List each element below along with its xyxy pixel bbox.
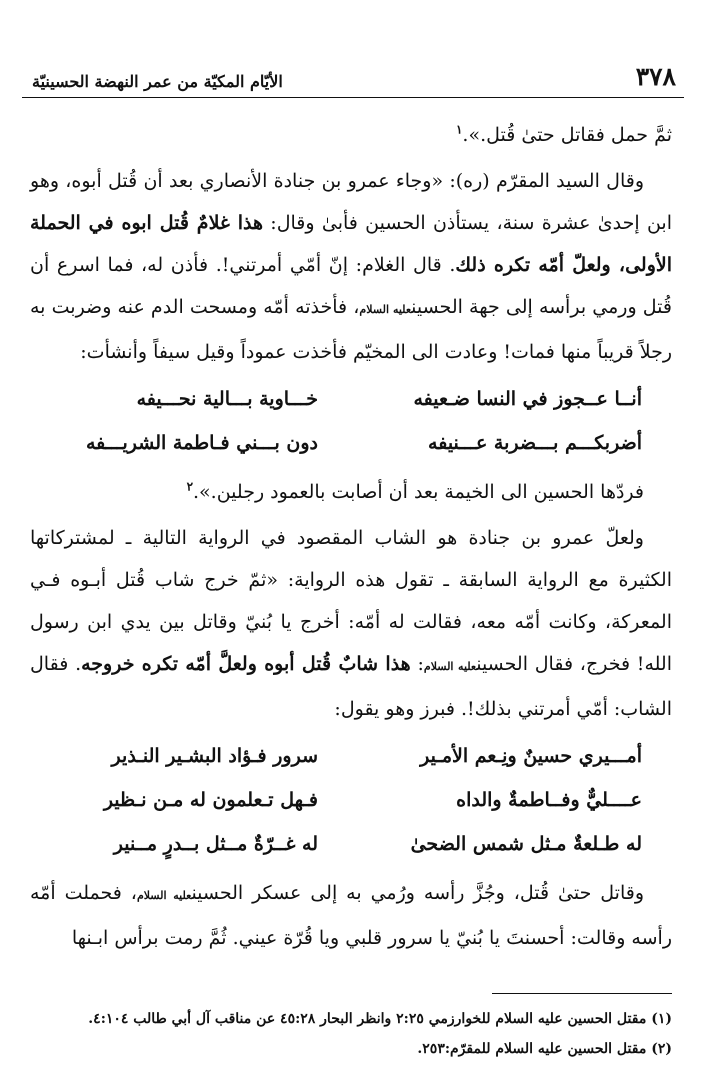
verse-line <box>30 778 672 822</box>
text-run: ثمَّ حمل فقاتل حتىٰ قُتل.». <box>462 124 672 146</box>
verse-hemistich: عــــليٌّ وفــاطمةٌ والداه <box>456 789 642 811</box>
page-header <box>22 52 684 98</box>
paragraph <box>30 872 672 959</box>
paragraph-group-1 <box>30 114 672 373</box>
footnote-divider <box>492 993 672 994</box>
paragraph <box>30 160 672 373</box>
text-run: . فقال الشاب: أمّي أمرتني بذلك!. فبرز وهو يقول: <box>30 653 672 720</box>
text-run: فردّها الحسين الى الخيمة بعد أن أصابت بالعمود رجلين.». <box>193 481 644 503</box>
footnote-marker: ٢ <box>186 479 194 494</box>
verse-hemistich: خـــاوية بـــالية نحـــيفه <box>136 388 318 410</box>
footnote-marker: ١ <box>455 122 463 137</box>
verse-hemistich: أمـــيري حسينٌ ونِـعم الأمـير <box>420 745 642 767</box>
verse-line <box>30 822 672 866</box>
honorific-glyph: عليه السلام <box>136 889 192 902</box>
verse-block-1 <box>30 377 672 465</box>
verse-hemistich: أضربكـــم بـــضربة عـــنيفه <box>428 432 642 454</box>
verse-hemistich: له غــرّةٌ مــثل بــدرٍ مــنير <box>113 833 318 855</box>
body-text <box>22 114 684 959</box>
footnote-2: (٢) مقتل الحسين عليه السلام للمقرّم:٢٥٣. <box>417 1041 672 1057</box>
page-number: ٣٧٨ <box>635 62 676 91</box>
text-run: وقاتل حتىٰ قُتل، وجُزَّ رأسه ورُمي به إلى عسكر الحسين <box>191 882 644 904</box>
honorific-glyph: عليه السلام <box>359 303 412 316</box>
verse-line <box>30 734 672 778</box>
paragraph <box>30 471 672 513</box>
bold-quote: هذا شابٌ قُتل أبوه ولعلَّ أمّه تكره خروجه <box>81 653 411 675</box>
footnote-1: (١) مقتل الحسين عليه السلام للخوارزمي ٢:٢٥ وانظر البحار ٤٥:٢٨ عن مناقب آل أبي طالب ٤:١٠٤. <box>88 1011 672 1027</box>
text-run: ولعلّ عمرو بن جنادة هو الشاب المقصود في الرواية التالية ـ لمشتركاتها الكثيرة مع الرواية السابقة ـ تقول هذه الرواية: «ثمّ خرج شاب قُتل أبـوه فـي المعركة، وكانت أمّه معه، فقالت له أمّه: أخرج يا بُنيّ وقاتل بين يدي ابن رسول الله! فخرج، فقال الحسين <box>30 527 672 675</box>
verse-hemistich: فـهل تـعلمون له مـن نـظير <box>103 789 318 811</box>
verse-hemistich: سرور فـؤاد البشـير النـذير <box>111 745 318 767</box>
text-run: ، فحملت أمّه رأسه وقالت: أحسنتَ يا بُنيّ يا سرور قلبي ويا قُرّة عيني. ثُمَّ رمت برأس ابـنها <box>30 882 672 949</box>
verse-hemistich: دون بـــني فـاطمة الشريـــفه <box>85 432 318 454</box>
footnotes <box>22 1004 684 1064</box>
text-run: ، فأخذته أمّه ومسحت الدم عنه وضربت به رجلاً قريباً منها فمات! وعادت الى المخيّم فأخذت عموداً وقيل سيفاً وأنشأت: <box>30 296 672 363</box>
paragraph <box>30 114 672 156</box>
paragraph <box>30 517 672 730</box>
verse-hemistich: له طـلعةٌ مـثل شمس الضحىٰ <box>410 833 642 855</box>
paragraph-group-2 <box>30 471 672 730</box>
running-title: الأيّام المكيّة من عمر النهضة الحسينيّة <box>32 72 283 91</box>
honorific-glyph: عليه السلام <box>423 660 477 673</box>
paragraph-group-3 <box>30 872 672 959</box>
verse-line <box>30 421 672 465</box>
verse-hemistich: أنــا عــجوز في النسا ضـعيفه <box>413 388 642 410</box>
text-run: وقال السيد المقرّم (ره): «وجاء عمرو بن جنادة الأنصاري بعد أن قُتل أبوه، وهو ابن إحدىٰ عشرة سنة، يستأذن الحسين فأبىٰ وقال: <box>30 170 672 234</box>
document-page <box>22 52 684 1064</box>
bold-quote: هذا غلامٌ قُتل ابوه في الحملة الأولى، ولعلّ أمّه تكره ذلك <box>30 212 672 276</box>
verse-line <box>30 377 672 421</box>
text-run: : <box>410 653 424 675</box>
text-run: . قال الغلام: إنّ أمّي أمرتني!. فأذن له، فما اسرع أن قُتل ورمي برأسه إلى جهة الحسين <box>30 254 672 318</box>
verse-block-2 <box>30 734 672 866</box>
